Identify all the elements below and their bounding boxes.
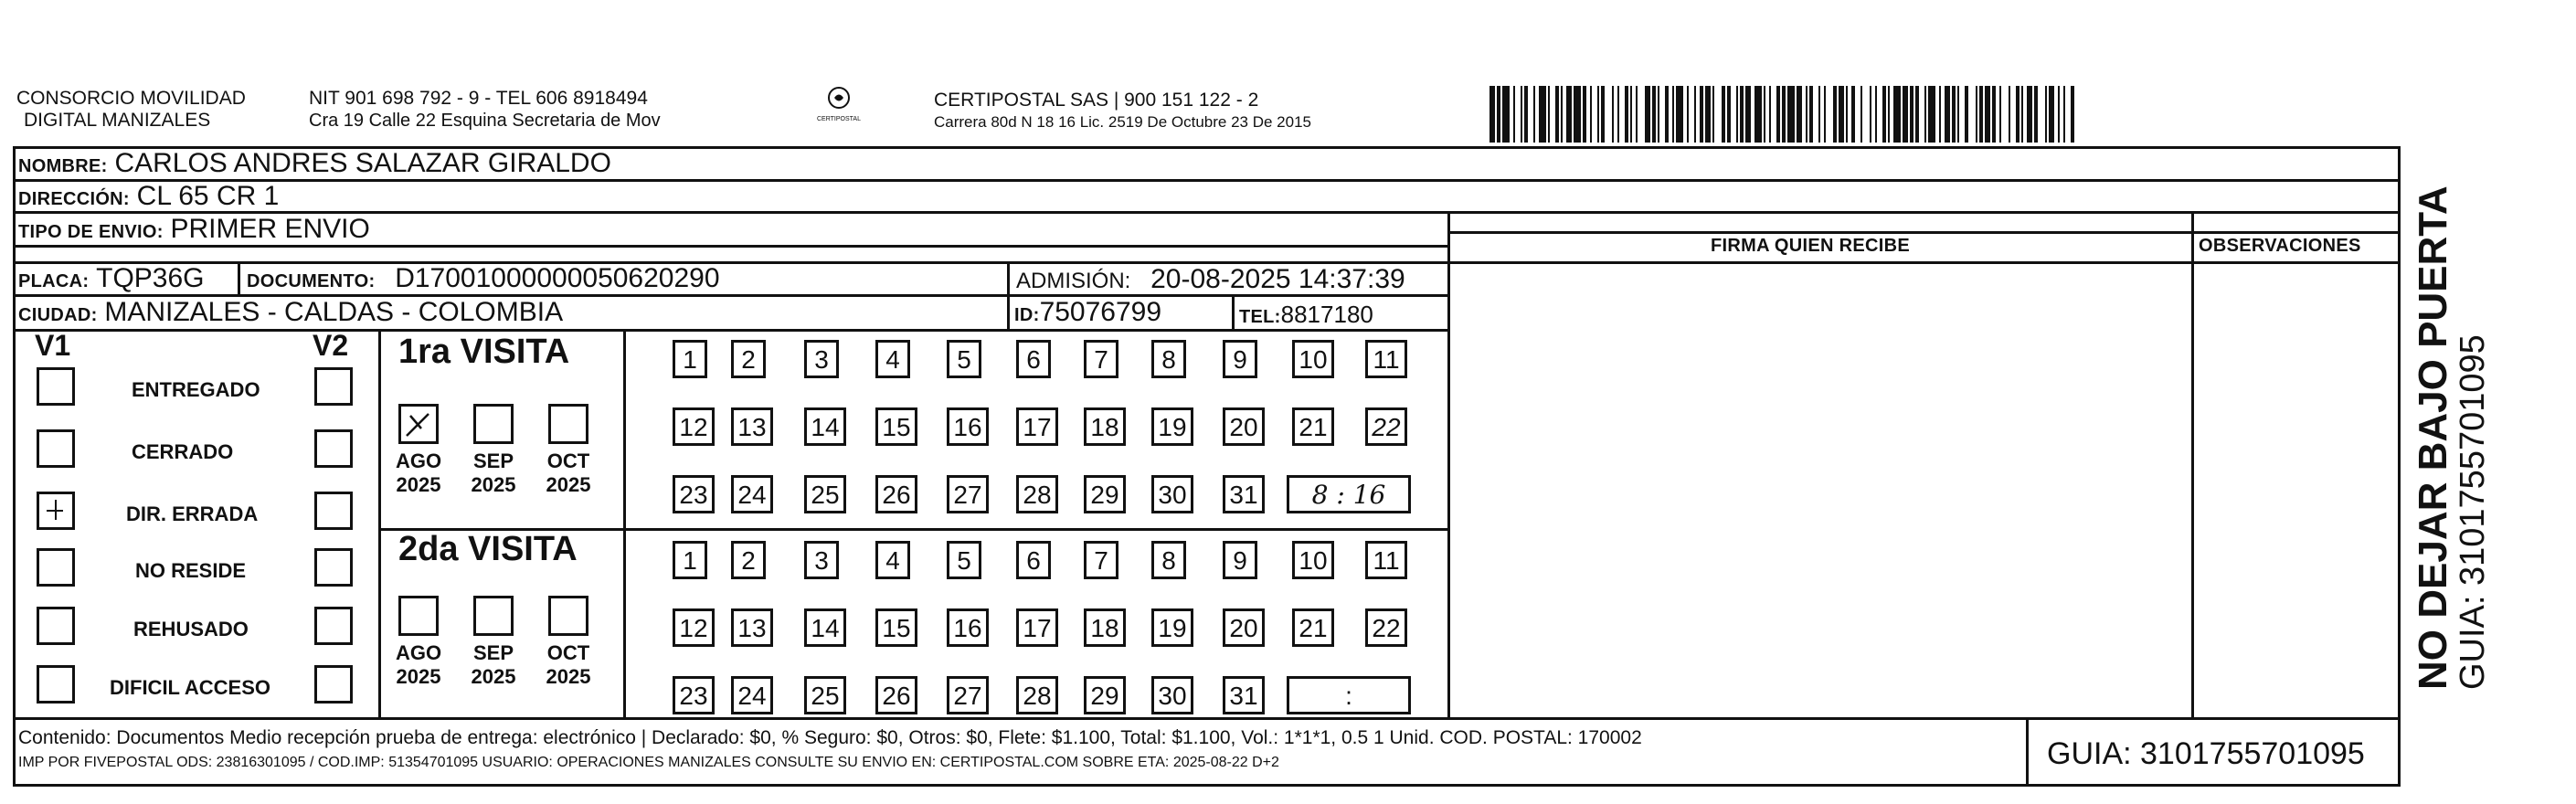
day-box[interactable]: 17	[1016, 407, 1058, 446]
tel-field	[1239, 300, 1373, 332]
day-box[interactable]: 9	[1223, 541, 1257, 579]
tipo-label: TIPO DE ENVIO:	[18, 222, 164, 242]
status-label: REHUSADO	[133, 618, 249, 640]
day-box[interactable]: 30	[1151, 676, 1193, 714]
v2-checkbox[interactable]	[314, 429, 353, 468]
barcode-bar	[1539, 86, 1546, 143]
v1-checkbox[interactable]	[37, 665, 75, 704]
direccion-row	[18, 182, 279, 214]
month-name: OCT	[546, 641, 590, 664]
nombre-value: CARLOS ANDRES SALAZAR GIRALDO	[114, 148, 611, 178]
day-box[interactable]: 3	[804, 340, 839, 378]
documento-label: DOCUMENTO:	[247, 271, 376, 291]
first-visit-title: 1ra VISITA	[398, 333, 570, 371]
day-box[interactable]: 21	[1292, 407, 1334, 446]
day-box[interactable]: 24	[731, 676, 773, 714]
day-box[interactable]: 31	[1223, 475, 1265, 513]
footer-guia: GUIA: 3101755701095	[2047, 736, 2365, 771]
day-box[interactable]: 12	[673, 407, 715, 446]
side-text	[2412, 185, 2491, 690]
day-box[interactable]: 5	[947, 340, 981, 378]
day-box[interactable]: 25	[804, 676, 846, 714]
barcode-space	[1638, 86, 1645, 143]
status-label: CERRADO	[132, 440, 234, 463]
barcode-bar	[1928, 86, 1935, 143]
barcode-bar	[1754, 86, 1762, 143]
v2-checkbox[interactable]	[314, 367, 353, 406]
day-box[interactable]: 22	[1365, 407, 1407, 446]
day-box[interactable]: 14	[804, 608, 846, 647]
check-mark-icon	[39, 494, 72, 527]
time-box[interactable]: :	[1287, 676, 1411, 714]
month-checkbox[interactable]	[473, 404, 514, 444]
day-box[interactable]: 24	[731, 475, 773, 513]
day-box[interactable]: 29	[1084, 676, 1126, 714]
tel-value: 8817180	[1280, 301, 1373, 328]
day-box[interactable]: 2	[731, 541, 766, 579]
direccion-label: DIRECCIÓN:	[18, 189, 130, 209]
month-label	[391, 641, 446, 689]
day-box[interactable]: 27	[947, 676, 989, 714]
footer-print-line: IMP POR FIVEPOSTAL ODS: 23816301095 / COD.IMP: 51354701095 USUARIO: OPERACIONES MANIZALES CONSULTE SU ENVIO EN: CERTIPOSTAL.COM SOBRE ETA: 2025-08-22 D+2	[18, 755, 1279, 770]
status-label: NO RESIDE	[135, 559, 247, 582]
day-box[interactable]: 1	[673, 541, 707, 579]
barcode-space	[1826, 86, 1833, 143]
month-label	[466, 641, 521, 689]
day-box[interactable]: 2	[731, 340, 766, 378]
month-checkbox[interactable]	[548, 596, 588, 636]
day-box[interactable]: 29	[1084, 475, 1126, 513]
month-checkbox[interactable]	[398, 404, 439, 444]
second-visit-title: 2da VISITA	[398, 530, 578, 568]
day-box[interactable]: 10	[1292, 541, 1334, 579]
day-box[interactable]: 6	[1016, 340, 1051, 378]
month-name: SEP	[472, 450, 514, 472]
company-line-1: CONSORCIO MOVILIDAD	[16, 88, 246, 109]
month-name: AGO	[395, 450, 442, 472]
day-box[interactable]: 27	[947, 475, 989, 513]
tel-label: TEL:	[1239, 307, 1281, 327]
id-value: 75076799	[1039, 297, 1162, 327]
id-field	[1014, 298, 1161, 330]
courier-line-1: CERTIPOSTAL SAS | 900 151 122 - 2	[934, 90, 1259, 111]
address-line: Cra 19 Calle 22 Esquina Secretaria de Mov	[309, 111, 661, 131]
day-box[interactable]: 19	[1151, 407, 1193, 446]
nombre-row	[18, 149, 611, 181]
day-box[interactable]: 7	[1084, 340, 1118, 378]
courier-line-2: Carrera 80d N 18 16 Lic. 2519 De Octubre 23 De 2015	[934, 113, 1311, 131]
company-contact	[309, 88, 661, 132]
placa-value: TQP36G	[96, 263, 205, 293]
day-box[interactable]: 22	[1365, 608, 1407, 647]
barcode-bar	[1574, 86, 1581, 143]
day-box[interactable]: 18	[1084, 608, 1126, 647]
day-box[interactable]: 15	[875, 407, 917, 446]
month-year: 2025	[396, 473, 441, 496]
barcode-space	[1862, 86, 1870, 143]
month-year: 2025	[471, 665, 516, 688]
side-warning: NO DEJAR BAJO PUERTA	[2411, 185, 2455, 690]
tipo-value: PRIMER ENVIO	[170, 214, 370, 244]
direccion-value: CL 65 CR 1	[136, 181, 280, 211]
day-box[interactable]: 20	[1223, 407, 1265, 446]
month-name: AGO	[395, 641, 442, 664]
placa-field	[18, 264, 205, 296]
day-box[interactable]: 12	[673, 608, 715, 647]
day-box[interactable]: 23	[673, 475, 715, 513]
day-box[interactable]: 4	[875, 340, 910, 378]
day-box[interactable]: 26	[875, 475, 917, 513]
documento-field	[247, 264, 720, 296]
v1-checkbox[interactable]	[37, 492, 75, 530]
admision-value: 20-08-2025 14:37:39	[1150, 264, 1405, 294]
status-label: DIFICIL ACCESO	[110, 676, 271, 699]
placa-label: PLACA:	[18, 271, 90, 291]
month-checkbox[interactable]	[398, 596, 439, 636]
day-box[interactable]: 3	[804, 541, 839, 579]
time-box[interactable]: 8 : 16	[1287, 475, 1411, 513]
day-box[interactable]: 8	[1151, 541, 1186, 579]
month-year: 2025	[546, 473, 591, 496]
day-box[interactable]: 5	[947, 541, 981, 579]
tipo-row	[18, 215, 370, 247]
day-box[interactable]: 26	[875, 676, 917, 714]
day-box[interactable]: 13	[731, 608, 773, 647]
day-box[interactable]: 28	[1016, 676, 1058, 714]
id-label: ID:	[1014, 305, 1040, 325]
barcode-bar	[1787, 86, 1795, 143]
day-box[interactable]: 20	[1223, 608, 1265, 647]
barcode-bar	[1676, 86, 1683, 143]
barcode	[1489, 84, 2175, 143]
day-box[interactable]: 16	[947, 407, 989, 446]
v2-checkbox[interactable]	[314, 548, 353, 587]
day-box[interactable]: 13	[731, 407, 773, 446]
day-box[interactable]: 15	[875, 608, 917, 647]
v1-checkbox[interactable]	[37, 367, 75, 406]
nombre-label: NOMBRE:	[18, 156, 108, 176]
month-label	[541, 450, 596, 497]
v1-checkbox[interactable]	[37, 607, 75, 645]
day-box[interactable]: 25	[804, 475, 846, 513]
day-box[interactable]: 10	[1292, 340, 1334, 378]
barcode-bar	[1502, 86, 1510, 143]
v1-label: V1	[35, 329, 71, 362]
company-line-2: DIGITAL MANIZALES	[24, 110, 211, 131]
company-name	[16, 88, 246, 132]
barcode-space	[2038, 86, 2045, 143]
day-box[interactable]: 4	[875, 541, 910, 579]
barcode-space	[2001, 86, 2009, 143]
admision-label: ADMISIÓN:	[1016, 269, 1131, 293]
day-box[interactable]: 7	[1084, 541, 1118, 579]
side-guia: GUIA: 3101755701095	[2454, 334, 2492, 690]
day-box[interactable]: 28	[1016, 475, 1058, 513]
day-box[interactable]: 17	[1016, 608, 1058, 647]
barcode-space	[1968, 86, 1976, 143]
nit-line: NIT 901 698 792 - 9 - TEL 606 8918494	[309, 88, 648, 109]
day-box[interactable]: 19	[1151, 608, 1193, 647]
courier-info	[934, 90, 1311, 133]
day-box[interactable]: 9	[1223, 340, 1257, 378]
day-box[interactable]: 18	[1084, 407, 1126, 446]
month-label	[391, 450, 446, 497]
logo-icon	[825, 84, 853, 111]
month-checkbox[interactable]	[548, 404, 588, 444]
day-box[interactable]: 8	[1151, 340, 1186, 378]
observaciones-header: OBSERVACIONES	[2199, 236, 2361, 256]
v1-checkbox[interactable]	[37, 548, 75, 587]
ciudad-label: CIUDAD:	[18, 305, 98, 325]
month-checkbox[interactable]	[473, 596, 514, 636]
v1-checkbox[interactable]	[37, 429, 75, 468]
month-label	[541, 641, 596, 689]
barcode-bar	[2071, 86, 2074, 143]
v2-checkbox[interactable]	[314, 607, 353, 645]
barcode-space	[1714, 86, 1722, 143]
day-box[interactable]: 6	[1016, 541, 1051, 579]
v2-checkbox[interactable]	[314, 492, 353, 530]
footer-content-line: Contenido: Documentos Medio recepción prueba de entrega: electrónico | Declarado: $0, % Seguro: $0, Otros: $0, Flete: $1.100, Total: $1.100, Vol.: 1*1*1, 0.5 1 Unid. COD. POSTAL: 170002	[18, 727, 1642, 748]
month-year: 2025	[396, 665, 441, 688]
barcode-space	[1605, 86, 1612, 143]
month-label	[466, 450, 521, 497]
day-box[interactable]: 16	[947, 608, 989, 647]
month-year: 2025	[546, 665, 591, 688]
barcode-bar	[1893, 86, 1901, 143]
day-box[interactable]: 21	[1292, 608, 1334, 647]
status-label: ENTREGADO	[132, 378, 260, 401]
check-mark-icon	[401, 407, 436, 441]
v2-label: V2	[313, 329, 349, 362]
day-box[interactable]: 11	[1365, 541, 1407, 579]
v2-checkbox[interactable]	[314, 665, 353, 704]
month-year: 2025	[471, 473, 516, 496]
ciudad-field	[18, 298, 563, 330]
month-name: OCT	[546, 450, 590, 472]
status-label: DIR. ERRADA	[126, 503, 259, 525]
certipostal-logo	[813, 84, 864, 133]
admision-field	[1016, 265, 1405, 296]
month-name: SEP	[472, 641, 514, 664]
day-box[interactable]: 14	[804, 407, 846, 446]
day-box[interactable]: 1	[673, 340, 707, 378]
logo-text: CERTIPOSTAL	[817, 116, 861, 122]
day-box[interactable]: 11	[1365, 340, 1407, 378]
day-box[interactable]: 30	[1151, 475, 1193, 513]
firma-header: FIRMA QUIEN RECIBE	[1711, 236, 1910, 256]
day-box[interactable]: 23	[673, 676, 715, 714]
day-box[interactable]: 31	[1223, 676, 1265, 714]
ciudad-value: MANIZALES - CALDAS - COLOMBIA	[104, 297, 564, 327]
documento-value: D17001000000050620290	[395, 263, 720, 293]
